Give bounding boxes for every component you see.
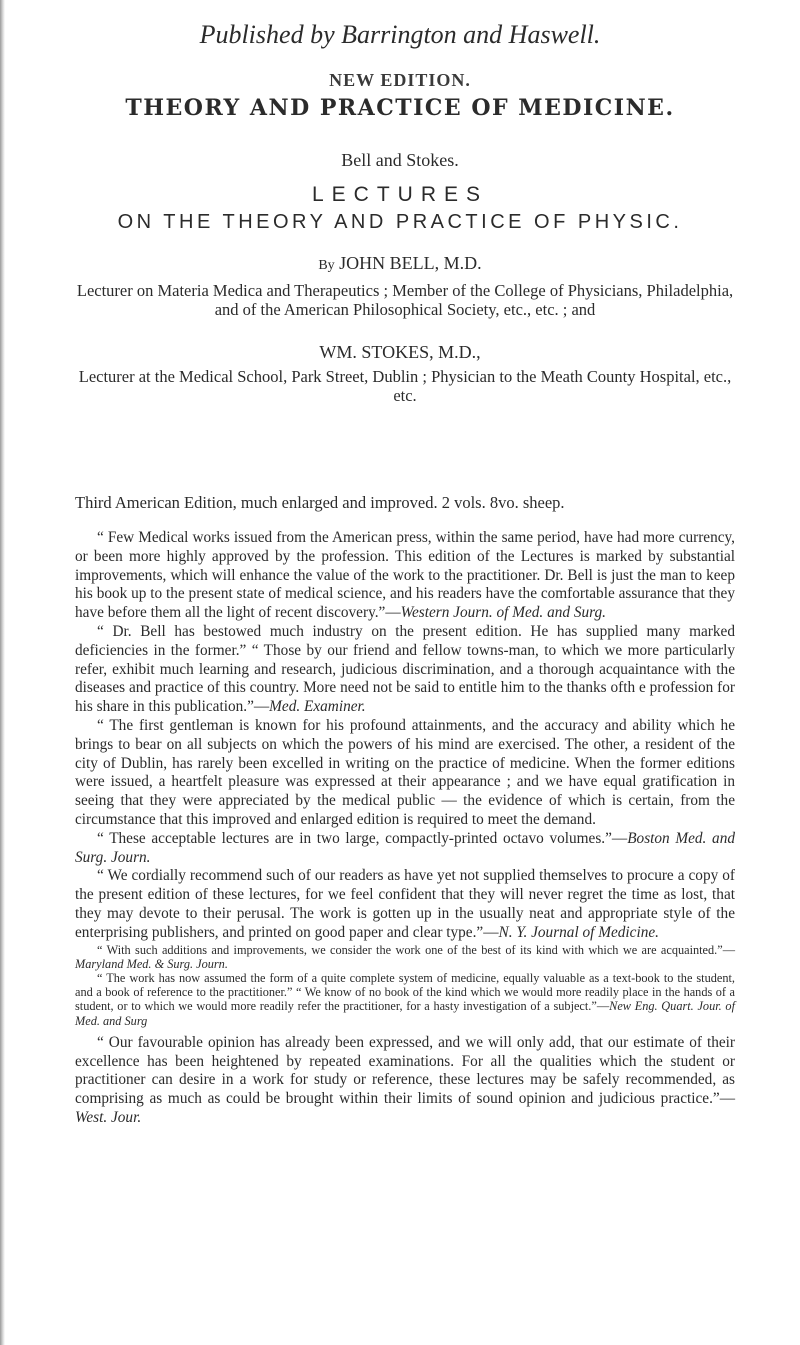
review-source: Maryland Med. & Surg. Journ. [75, 956, 228, 971]
review-paragraph-small: “ With such additions and improvements, we consider the work one of the best of its kind with which we are acquainted.”—Maryland Med. & Surg. Journ. [75, 942, 735, 971]
author-bell: JOHN BELL, M.D. [339, 253, 482, 273]
reviews [75, 529, 735, 1128]
review-paragraph: “ These acceptable lectures are in two large, compactly-printed octavo volumes.”—Boston Med. and Surg. Journ. [75, 829, 735, 866]
edition-label: NEW EDITION. [329, 70, 471, 90]
book-subtitle: ON THE THEORY AND PRACTICE OF PHYSIC. [117, 211, 683, 233]
book-title: LECTURES [311, 183, 489, 206]
authors-short: Bell and Stokes. [341, 150, 459, 170]
review-source: West. Jour. [75, 1108, 142, 1126]
byline [0, 253, 800, 274]
section-title: THEORY AND PRACTICE OF MEDICINE. [125, 95, 675, 121]
review-paragraph-small: “ The work has now assumed the form of a quite complete system of medicine, equally valuable as a text-book to the student, and a book of reference to the practitioner.” “ We know of no book of the kind which we would more readily place in the hands of a student, or to which we would more readily refer the practitioner, for a hasty investigation of a subject.”—New Eng. Quart. Jour. of Med. and Surg [75, 970, 735, 1028]
review-paragraph: “ The first gentleman is known for his profound attainments, and the accuracy and ability which he brings to bear on all subjects on which the powers of his mind are exercised. The other, a resident of the city of Dublin, has rarely been excelled in writing on the practice of medicine. When the former editions were issued, a heartfelt pleasure was expressed at their appearance ; and we have equal gratification in seeing that they were appreciated by the medical public — the evidence of which is certain, from the circumstance that this improved and enlarged edition is required to meet the demand. [75, 716, 735, 828]
byline-prefix: By [318, 258, 335, 273]
review-source: Western Journ. of Med. and Surg. [400, 604, 606, 622]
review-source: N. Y. Journal of Medicine. [498, 923, 659, 941]
review-paragraph: “ We cordially recommend such of our readers as have yet not supplied themselves to procure a copy of the present edition of these lectures, for we feel confident that they will never regret the time as lost, that they may devote to their perusal. The work is gotten up in the usually neat and appropriate style of the enterprising publishers, and printed on good paper and clear type.”—N. Y. Journal of Medicine. [75, 867, 735, 941]
author-stokes: WM. STOKES, M.D., [319, 342, 481, 362]
review-source: Boston Med. and Surg. Journ. [75, 829, 735, 866]
bell-description: Lecturer on Materia Medica and Therapeutics ; Member of the College of Physicians, Philadelphia, and of the American Philosophical Society, etc., etc. ; and [76, 281, 734, 319]
review-paragraph: “ Few Medical works issued from the American press, within the same period, have had more currency, or been more highly approved by the profession. This edition of the Lectures is marked by substantial improvements, which will enhance the value of the work to the practitioner. Dr. Bell is just the man to keep his book up to the present state of medical science, and his readers have the comfortable assurance that they have before them all the light of recent discovery.”—Western Journ. of Med. and Surg. [75, 529, 735, 622]
review-source: Med. Examiner. [269, 698, 366, 716]
review-source: New Eng. Quart. Jour. of Med. and Surg [75, 999, 735, 1028]
review-paragraph: “ Our favourable opinion has already been expressed, and we will only add, that our estimate of their excellence has been heightened by repeated examinations. For all the qualities which the student or practitioner can desire in a work for study or reference, these lectures may be safely recommended, as comprising as much as could be brought within their limits of sound opinion and judicious practice.”—West. Jour. [75, 1033, 735, 1126]
publisher-line: Published by Barrington and Haswell. [199, 20, 601, 49]
review-paragraph: “ Dr. Bell has bestowed much industry on the present edition. He has supplied many marked deficiencies in the former.” “ Those by our friend and fellow towns-man, to which we more particularly refer, exhibit much learning and research, judicious discrimination, and a thorough acquaintance with the diseases and practice of this country. More need not be said to entitle him to the thanks ofth e profession for his share in this publication.”—Med. Examiner. [75, 622, 735, 716]
edition-info: Third American Edition, much enlarged and improved. 2 vols. 8vo. sheep. [75, 493, 565, 512]
stokes-description: Lecturer at the Medical School, Park Street, Dublin ; Physician to the Meath County Hospital, etc., etc. [78, 367, 732, 405]
